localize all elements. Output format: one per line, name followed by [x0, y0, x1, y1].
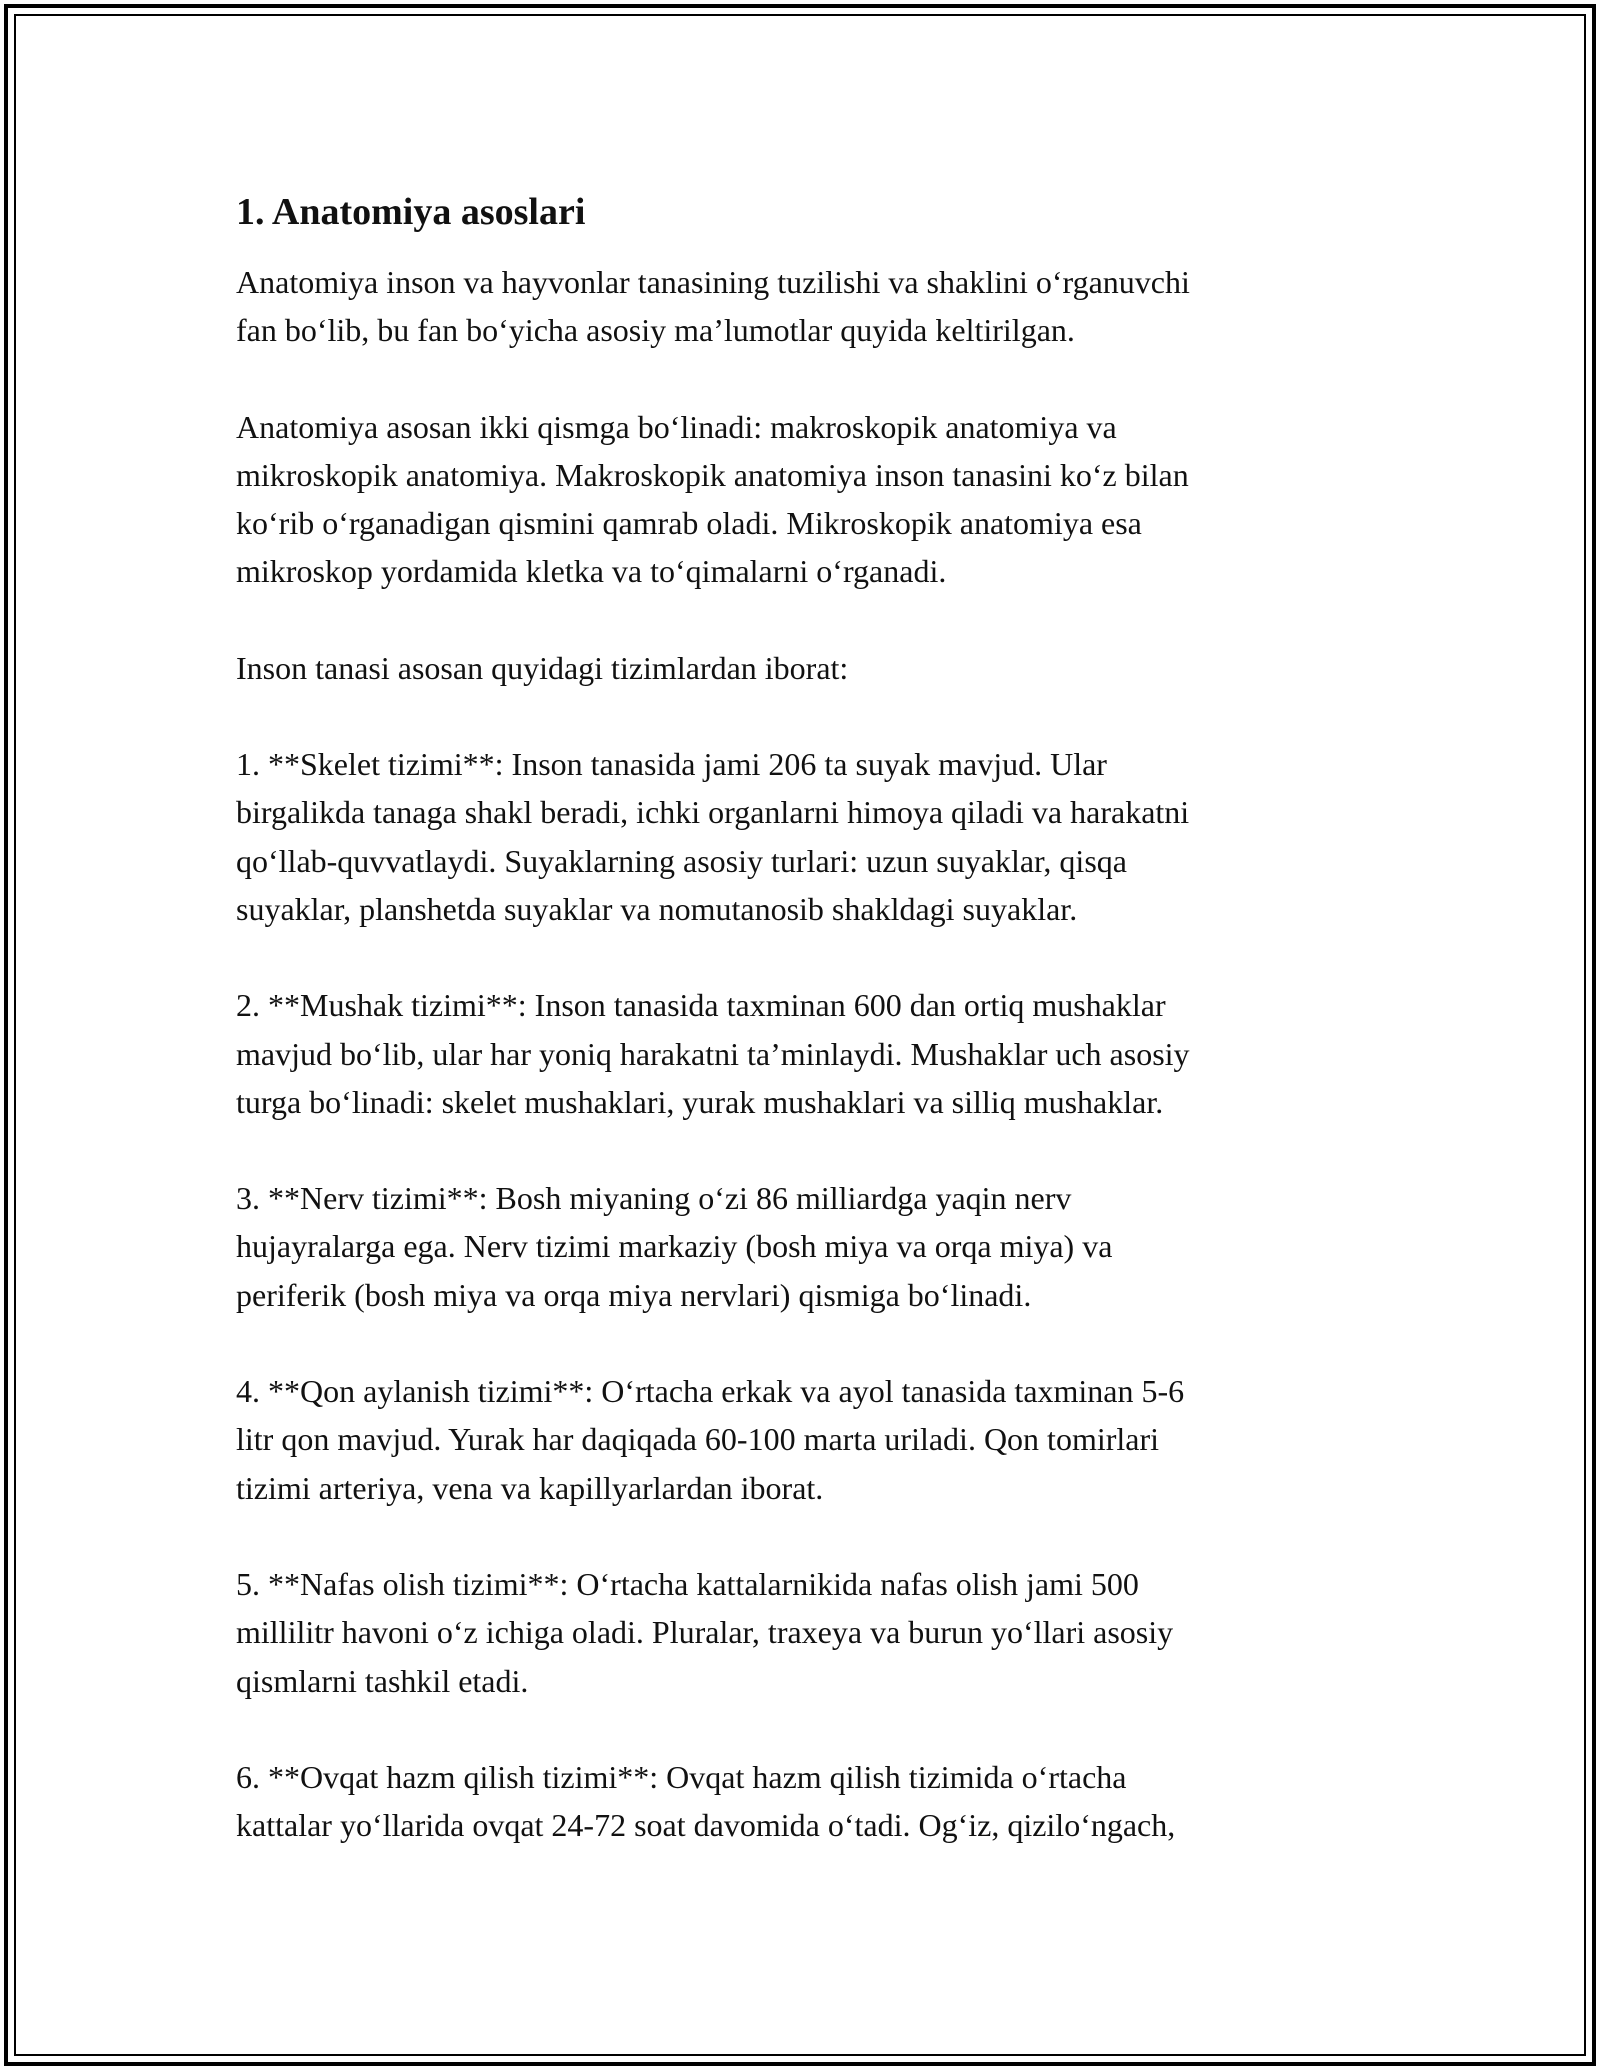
- list-item-nervous-system: 3. **Nerv tizimi**: Bosh miyaning o‘zi 86 milliardga yaqin nerv hujayralarga ega. Nerv tizimi markaziy (bosh miya va orqa miya) va periferik (bosh miya va orqa miya nervlari) qismiga bo‘linadi.: [236, 1180, 1113, 1313]
- list-item-skeletal-system: 1. **Skelet tizimi**: Inson tanasida jami 206 ta suyak mavjud. Ular birgalikda tanaga shakl beradi, ichki organlarni himoya qiladi va harakatni qo‘llab-quvvatlaydi. Suyaklarning asosiy turlari: uzun suyaklar, qisqa suyaklar, planshetda suyaklar va nomutanosib shakldagi suyaklar.: [236, 746, 1190, 927]
- list-item-digestive-system: 6. **Ovqat hazm qilish tizimi**: Ovqat hazm qilish tizimida o‘rtacha kattalar yo‘llarida ovqat 24-72 soat davomida o‘tadi. Og‘iz, qizilo‘ngach,: [236, 1758, 1176, 1844]
- list-item-muscular-system: 2. **Mushak tizimi**: Inson tanasida taxminan 600 dan ortiq mushaklar mavjud bo‘lib, ular har yoniq harakatni ta’minlaydi. Mushaklar uch asosiy turga bo‘linadi: skelet mushaklari, yurak mushaklari va silliq mushaklar.: [236, 987, 1190, 1120]
- systems-intro-paragraph: Inson tanasi asosan quyidagi tizimlardan iborat:: [236, 649, 849, 686]
- list-item-circulatory-system: 4. **Qon aylanish tizimi**: O‘rtacha erkak va ayol tanasida taxminan 5-6 litr qon mavjud. Yurak har daqiqada 60-100 marta uriladi. Qon tomirlari tizimi arteriya, vena va kapillyarlardan iborat.: [236, 1373, 1185, 1506]
- anatomy-types-paragraph: Anatomiya asosan ikki qismga bo‘linadi: makroskopik anatomiya va mikroskopik anatomiya. Makroskopik anatomiya inson tanasini ko‘z bilan ko‘rib o‘rganadigan qismini qamrab oladi. Mikroskopik anatomiya esa mikroskop yordamida kletka va to‘qimalarni o‘rganadi.: [236, 408, 1189, 590]
- document-page: [236, 188, 1366, 1897]
- list-item-respiratory-system: 5. **Nafas olish tizimi**: O‘rtacha kattalarnikida nafas olish jami 500 millilitr havoni o‘z ichiga oladi. Pluralar, traxeya va burun yo‘llari asosiy qismlarni tashkil etadi.: [236, 1565, 1174, 1699]
- section-heading: 1. Anatomiya asoslari: [236, 191, 586, 233]
- intro-paragraph: Anatomiya inson va hayvonlar tanasining tuzilishi va shaklini o‘rganuvchi fan bo‘lib, bu fan bo‘yicha asosiy ma’lumotlar quyida keltirilgan.: [236, 264, 1190, 349]
